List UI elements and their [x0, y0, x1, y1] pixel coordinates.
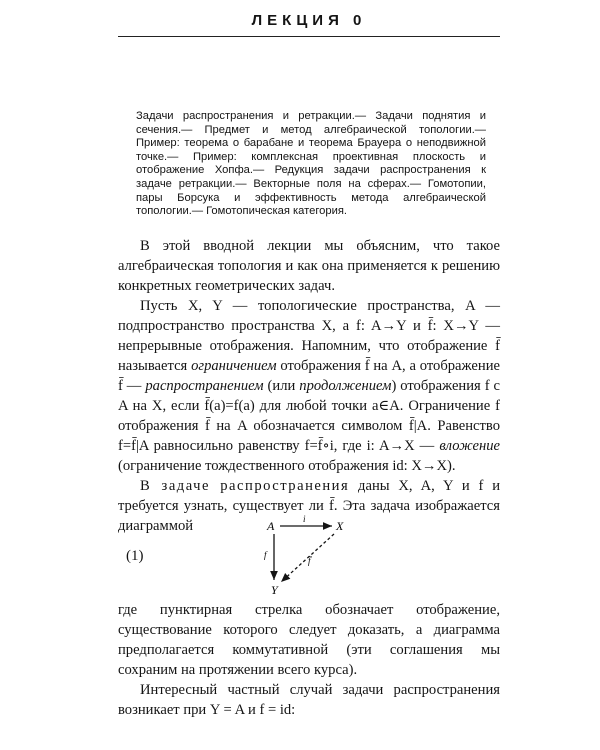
term-continuation: продолжением [299, 378, 392, 394]
definition-text-5: (ограничение тождественного отображения id: X→X). [118, 458, 456, 474]
main-text-upper [118, 236, 500, 536]
term-embedding: вложение [439, 438, 500, 454]
definition-paragraph [118, 296, 500, 476]
node-y: Y [271, 583, 278, 597]
lecture-title: ЛЕКЦИЯ 0 [251, 12, 367, 29]
label-inclusion: i [303, 514, 306, 524]
equation-number: (1) [126, 548, 144, 564]
definition-text-3: (или [263, 378, 300, 394]
diagram-svg [250, 512, 370, 602]
label-map-f: f [264, 550, 267, 560]
extension-diagram [250, 512, 370, 602]
lecture-summary: Задачи распространения и ретракции.— Задачи поднятия и сечения.— Предмет и метод алгебраической топологии.— Пример: теорема о барабане и теорема Брауера о неподвижной точке.— Пример: комплексная проективная плоскость и отображение Хопфа.— Редукция задачи распространения к задаче ретракции.— Векторные поля на сферах.— Гомотопии, пары Борсука и эффективность метода алгебраической топологии.— Гомотопическая категория. [136, 110, 486, 218]
extension-problem-text: даны X, A, Y и f и требуется узнать, существует ли f̄. Эта задача изображается диаграммой [118, 478, 501, 534]
conventions-paragraph: где пунктирная стрелка обозначает отображение, существование которого следует доказать, а диаграмма предполагается коммутативной (эти соглашения мы сохраним на протяжении всего курса). [118, 602, 500, 678]
term-restriction: ограничением [191, 358, 277, 374]
node-a: A [267, 519, 275, 533]
definition-text-4: ) отображения f с A на X, если f̄(a)=f(a) для любой точки a∈A. Ограничение f отображения f̄ на A обозначается символом f̄|A. Равенство f=f̄|A равносильно равенству f=f̄∘i, где i: A→X — [118, 378, 500, 454]
node-x: X [336, 519, 344, 533]
header-rule [118, 36, 500, 37]
intro-paragraph: В этой вводной лекции мы объясним, что такое алгебраическая топология и как она применяется к решению конкретных геометрических задач. [118, 238, 500, 294]
special-case-paragraph: Интересный частный случай задачи распространения возникает при Y = A и f = id: [118, 682, 500, 718]
main-text-lower [118, 600, 500, 720]
definition-text-2: отображения f̄ на A, а отображение f̄ — [118, 358, 501, 394]
extension-problem-heading: В задаче распространения [140, 478, 350, 494]
label-extension: f̄ [308, 556, 311, 566]
definition-text-1: Пусть X, Y — топологические пространства, A — подпространство пространства X, а f: A→Y и f̄: X→Y — непрерывные отображения. Напомним, что отображение f̄ называется [118, 298, 500, 374]
term-extension: распространением [145, 378, 264, 394]
